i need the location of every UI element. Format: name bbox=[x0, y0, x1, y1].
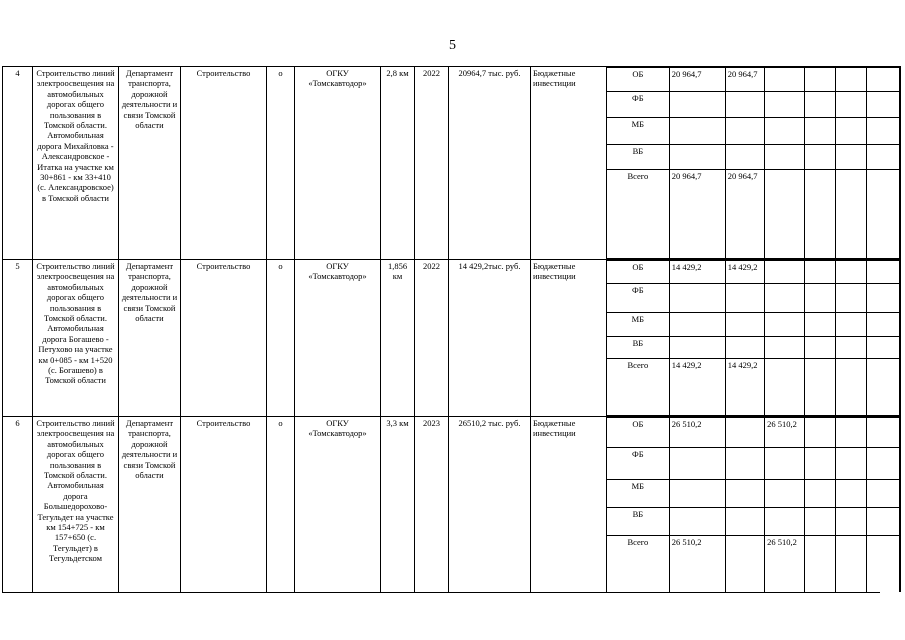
empty-cell bbox=[804, 284, 835, 313]
funding-y2023-cell bbox=[765, 448, 804, 480]
funding-total-cell: 20 964,7 bbox=[669, 68, 725, 92]
funding-y2023-cell bbox=[765, 480, 804, 508]
funding-total-cell bbox=[669, 337, 725, 359]
funding-label-cell: МБ bbox=[607, 118, 669, 145]
funding-y2023-cell bbox=[765, 508, 804, 536]
empty-cell bbox=[804, 261, 835, 284]
marker-cell: о bbox=[267, 260, 295, 417]
funding-breakdown-cell bbox=[607, 67, 901, 260]
funding-label-cell: ВБ bbox=[607, 145, 669, 170]
funding-y2023-cell bbox=[765, 337, 804, 359]
funding-y2022-cell bbox=[725, 92, 764, 118]
row-number-cell: 6 bbox=[3, 417, 33, 602]
funding-y2023-cell bbox=[765, 359, 804, 416]
cost-cell: 20964,7 тыс. руб. bbox=[449, 67, 531, 260]
funding-y2023-cell bbox=[765, 145, 804, 170]
funding-y2023-cell bbox=[765, 284, 804, 313]
empty-cell bbox=[804, 508, 835, 536]
funding-y2022-cell bbox=[725, 145, 764, 170]
empty-cell bbox=[835, 145, 866, 170]
page-number: 5 bbox=[449, 38, 456, 53]
empty-cell bbox=[866, 418, 899, 448]
funding-label-cell: ВБ bbox=[607, 337, 669, 359]
length-cell: 1,856 км bbox=[381, 260, 415, 417]
funding-source-row bbox=[607, 480, 900, 508]
funding-y2022-cell bbox=[725, 508, 764, 536]
funding-y2022-cell bbox=[725, 118, 764, 145]
empty-cell bbox=[835, 118, 866, 145]
funding-total-cell: 26 510,2 bbox=[669, 418, 725, 448]
object-name-cell: Строительство линий электроосвещения на автомобильных дорогах общего пользования в Томской области. Автомобильная дорога Большедорохово- Тегульдет на участке км 154+725 - км 157+650 (с. Тегульдет) в Тегульдетском bbox=[33, 417, 119, 602]
work-type-cell: Строительство bbox=[181, 417, 267, 602]
funding-source-row bbox=[607, 313, 900, 337]
empty-cell bbox=[804, 313, 835, 337]
funding-source-row bbox=[607, 448, 900, 480]
empty-cell bbox=[835, 261, 866, 284]
funding-y2023-cell bbox=[765, 313, 804, 337]
empty-cell bbox=[835, 68, 866, 92]
funding-total-cell bbox=[669, 448, 725, 480]
empty-cell bbox=[866, 92, 899, 118]
funding-y2022-cell: 20 964,7 bbox=[725, 170, 764, 259]
empty-cell bbox=[835, 418, 866, 448]
funding-total-cell bbox=[669, 118, 725, 145]
funding-y2022-cell: 20 964,7 bbox=[725, 68, 764, 92]
funding-source-row bbox=[607, 92, 900, 118]
funding-total-cell: 14 429,2 bbox=[669, 261, 725, 284]
funding-y2023-cell bbox=[765, 92, 804, 118]
funding-breakdown-cell bbox=[607, 417, 901, 602]
work-type-cell: Строительство bbox=[181, 67, 267, 260]
empty-cell bbox=[835, 92, 866, 118]
empty-cell bbox=[804, 536, 835, 601]
funding-y2022-cell bbox=[725, 536, 764, 601]
funding-y2023-cell bbox=[765, 68, 804, 92]
funding-source-row bbox=[607, 359, 900, 416]
object-name-cell: Строительство линий электроосвещения на автомобильных дорогах общего пользования в Томской области. Автомобильная дорога Богашево - Петухово на участке км 0+085 - км 1+520 (с. Богашево) в Томской области bbox=[33, 260, 119, 417]
funding-total-cell: 26 510,2 bbox=[669, 536, 725, 601]
funding-y2022-cell bbox=[725, 448, 764, 480]
funding-breakdown-cell bbox=[607, 260, 901, 417]
funding-label-cell: Всего bbox=[607, 536, 669, 601]
empty-cell bbox=[866, 145, 899, 170]
empty-cell bbox=[866, 68, 899, 92]
funding-total-cell bbox=[669, 92, 725, 118]
empty-cell bbox=[835, 448, 866, 480]
funding-breakdown-table bbox=[607, 417, 900, 601]
funding-label-cell: ФБ bbox=[607, 92, 669, 118]
empty-cell bbox=[804, 68, 835, 92]
funding-total-cell bbox=[669, 508, 725, 536]
funding-y2023-cell: 26 510,2 bbox=[765, 536, 804, 601]
funding-type-cell: Бюджетные инвестиции bbox=[531, 260, 607, 417]
funding-y2023-cell: 26 510,2 bbox=[765, 418, 804, 448]
funding-y2022-cell: 14 429,2 bbox=[725, 359, 764, 416]
empty-cell bbox=[804, 359, 835, 416]
empty-cell bbox=[835, 536, 866, 601]
cost-cell: 14 429,2тыс. руб. bbox=[449, 260, 531, 417]
page-cut bbox=[0, 592, 905, 640]
empty-cell bbox=[835, 284, 866, 313]
funding-total-cell bbox=[669, 313, 725, 337]
funding-source-row bbox=[607, 145, 900, 170]
funding-label-cell: ФБ bbox=[607, 448, 669, 480]
empty-cell bbox=[835, 337, 866, 359]
customer-cell: Департамент транспорта, дорожной деятельности и связи Томской области bbox=[119, 417, 181, 602]
empty-cell bbox=[835, 480, 866, 508]
funding-label-cell: ФБ bbox=[607, 284, 669, 313]
customer-cell: Департамент транспорта, дорожной деятельности и связи Томской области bbox=[119, 260, 181, 417]
funding-total-cell: 14 429,2 bbox=[669, 359, 725, 416]
funding-label-cell: ВБ bbox=[607, 508, 669, 536]
table-row bbox=[3, 260, 901, 417]
table-bottom-border bbox=[2, 592, 880, 593]
year-cell: 2022 bbox=[415, 260, 449, 417]
funding-label-cell: ОБ bbox=[607, 418, 669, 448]
marker-cell: о bbox=[267, 417, 295, 602]
funding-label-cell: Всего bbox=[607, 359, 669, 416]
empty-cell bbox=[866, 170, 899, 259]
funding-type-cell: Бюджетные инвестиции bbox=[531, 417, 607, 602]
funding-y2022-cell: 14 429,2 bbox=[725, 261, 764, 284]
executor-cell: ОГКУ «Томскавтодор» bbox=[295, 67, 381, 260]
empty-cell bbox=[835, 508, 866, 536]
funding-source-row bbox=[607, 170, 900, 259]
funding-label-cell: Всего bbox=[607, 170, 669, 259]
empty-cell bbox=[804, 480, 835, 508]
funding-y2023-cell bbox=[765, 118, 804, 145]
funding-type-cell: Бюджетные инвестиции bbox=[531, 67, 607, 260]
funding-total-cell bbox=[669, 145, 725, 170]
funding-source-row bbox=[607, 337, 900, 359]
funding-total-cell bbox=[669, 480, 725, 508]
funding-source-row bbox=[607, 284, 900, 313]
table-row bbox=[3, 417, 901, 602]
funding-y2022-cell bbox=[725, 313, 764, 337]
program-table bbox=[2, 66, 901, 602]
empty-cell bbox=[804, 145, 835, 170]
empty-cell bbox=[804, 418, 835, 448]
executor-cell: ОГКУ «Томскавтодор» bbox=[295, 260, 381, 417]
empty-cell bbox=[866, 359, 899, 416]
length-cell: 3,3 км bbox=[381, 417, 415, 602]
empty-cell bbox=[835, 313, 866, 337]
row-number-cell: 4 bbox=[3, 67, 33, 260]
funding-source-row bbox=[607, 508, 900, 536]
year-cell: 2022 bbox=[415, 67, 449, 260]
empty-cell bbox=[866, 448, 899, 480]
funding-total-cell: 20 964,7 bbox=[669, 170, 725, 259]
empty-cell bbox=[866, 261, 899, 284]
table-row bbox=[3, 67, 901, 260]
funding-y2022-cell bbox=[725, 284, 764, 313]
row-number-cell: 5 bbox=[3, 260, 33, 417]
empty-cell bbox=[866, 313, 899, 337]
funding-total-cell bbox=[669, 284, 725, 313]
cost-cell: 26510,2 тыс. руб. bbox=[449, 417, 531, 602]
empty-cell bbox=[804, 448, 835, 480]
funding-y2022-cell bbox=[725, 480, 764, 508]
funding-source-row bbox=[607, 261, 900, 284]
marker-cell: о bbox=[267, 67, 295, 260]
year-cell: 2023 bbox=[415, 417, 449, 602]
funding-y2023-cell bbox=[765, 261, 804, 284]
empty-cell bbox=[804, 92, 835, 118]
empty-cell bbox=[866, 118, 899, 145]
object-name-cell: Строительство линий электроосвещения на автомобильных дорогах общего пользования в Томской области. Автомобильная дорога Михайловка - Александровское - Итатка на участке км 30+861 - км 33+410 (с. Александровское) в Томской области bbox=[33, 67, 119, 260]
funding-source-row bbox=[607, 118, 900, 145]
empty-cell bbox=[866, 337, 899, 359]
empty-cell bbox=[866, 536, 899, 601]
funding-source-row bbox=[607, 536, 900, 601]
funding-label-cell: МБ bbox=[607, 480, 669, 508]
length-cell: 2,8 км bbox=[381, 67, 415, 260]
funding-label-cell: ОБ bbox=[607, 261, 669, 284]
funding-label-cell: МБ bbox=[607, 313, 669, 337]
funding-y2022-cell bbox=[725, 418, 764, 448]
empty-cell bbox=[866, 508, 899, 536]
funding-y2023-cell bbox=[765, 170, 804, 259]
executor-cell: ОГКУ «Томскавтодор» bbox=[295, 417, 381, 602]
empty-cell bbox=[804, 337, 835, 359]
empty-cell bbox=[835, 359, 866, 416]
funding-breakdown-table bbox=[607, 260, 900, 416]
funding-y2022-cell bbox=[725, 337, 764, 359]
funding-source-row bbox=[607, 68, 900, 92]
empty-cell bbox=[804, 118, 835, 145]
work-type-cell: Строительство bbox=[181, 260, 267, 417]
empty-cell bbox=[866, 284, 899, 313]
funding-source-row bbox=[607, 418, 900, 448]
funding-breakdown-table bbox=[607, 67, 900, 259]
empty-cell bbox=[804, 170, 835, 259]
funding-label-cell: ОБ bbox=[607, 68, 669, 92]
empty-cell bbox=[835, 170, 866, 259]
customer-cell: Департамент транспорта, дорожной деятельности и связи Томской области bbox=[119, 67, 181, 260]
empty-cell bbox=[866, 480, 899, 508]
